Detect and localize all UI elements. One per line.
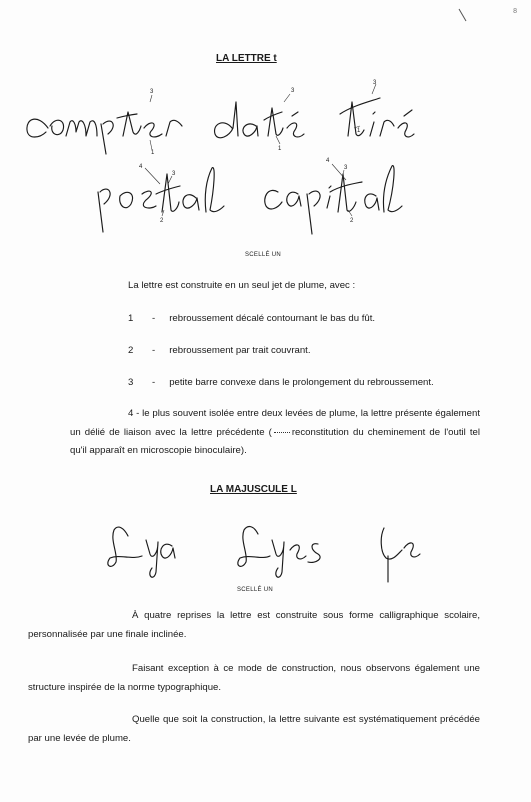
- item-text: rebroussement décalé contournant le bas du fût.: [169, 313, 376, 324]
- marker-label: 3: [373, 80, 377, 86]
- item-number: 3: [128, 377, 134, 388]
- item-number: 1: [128, 313, 134, 324]
- marker-label: 1: [357, 128, 361, 134]
- list-item: [128, 342, 311, 360]
- marker-label: 3: [172, 171, 176, 177]
- item-text: rebroussement par trait couvrant.: [169, 345, 311, 356]
- handwritten-word-compter: [27, 112, 182, 154]
- marker-label: 1: [151, 150, 155, 156]
- item-dash: -: [152, 377, 156, 388]
- handwriting-samples-l: [0, 510, 531, 590]
- handwritten-word-le: [381, 528, 420, 582]
- caption-scelle: SCELLÉ UN: [245, 252, 282, 258]
- marker-label: 4: [326, 158, 330, 164]
- item-dash: -: [152, 345, 156, 356]
- item-number: 4: [128, 408, 134, 419]
- section-heading-lettre-t: LA LETTRE t: [216, 53, 277, 64]
- section-heading-majuscule-l: LA MAJUSCULE L: [210, 484, 297, 495]
- paragraph: Quelle que soit la construction, la lettre suivante est systématiquement précédée par une levée de plume.: [28, 714, 480, 744]
- dotted-line-symbol: [274, 432, 290, 433]
- list-item-4: 4 - le plus souvent isolée entre deux levées de plume, la lettre présente également un délié de liaison avec la lettre précédente ( reconstitution du cheminement de l'outil tel qu'il apparaît en microscopie binoculaire).: [70, 408, 480, 457]
- list-item: [128, 310, 375, 328]
- handwritten-word-capital: [265, 166, 402, 234]
- list-item: [128, 374, 434, 392]
- item-text: petite barre convexe dans le prolongement du rebroussement.: [169, 377, 434, 388]
- marker-label: 4: [139, 164, 143, 170]
- handwritten-word-date: [215, 102, 304, 138]
- marker-label: 1: [278, 146, 282, 152]
- marker-label: 3: [150, 89, 154, 95]
- item-text-after: reconstitution du cheminement de l'outil tel qu'il apparaît en microscopie binoculaire).: [70, 426, 480, 457]
- item-dash: -: [152, 313, 156, 324]
- marker-label: 2: [160, 218, 164, 224]
- caption-scelle: SCELLÉ UN: [237, 587, 274, 593]
- construction-markers: [145, 84, 376, 216]
- item-text-before: le plus souvent isolée entre deux levées de plume, la lettre présente également un délié de liaison avec la lettre précédente (: [70, 408, 480, 438]
- handwritten-word-tire: [340, 98, 414, 137]
- marker-label: 3: [344, 165, 348, 171]
- paragraph: À quatre reprises la lettre est construite sous forme calligraphique scolaire, personnalisée par une finale inclinée.: [28, 610, 480, 640]
- scan-mark: [459, 9, 467, 22]
- item-number: 2: [128, 345, 134, 356]
- page-number: 8: [513, 8, 517, 15]
- intro-text: La lettre est construite en un seul jet de plume, avec :: [128, 280, 356, 291]
- marker-label: 2: [350, 218, 354, 224]
- paragraph: Faisant exception à ce mode de construction, nous observons également une structure inspirée de la norme typographique.: [28, 663, 480, 693]
- handwritten-word-lya: [108, 527, 175, 577]
- handwritten-word-lyes: [238, 527, 320, 578]
- marker-label: 3: [291, 88, 295, 94]
